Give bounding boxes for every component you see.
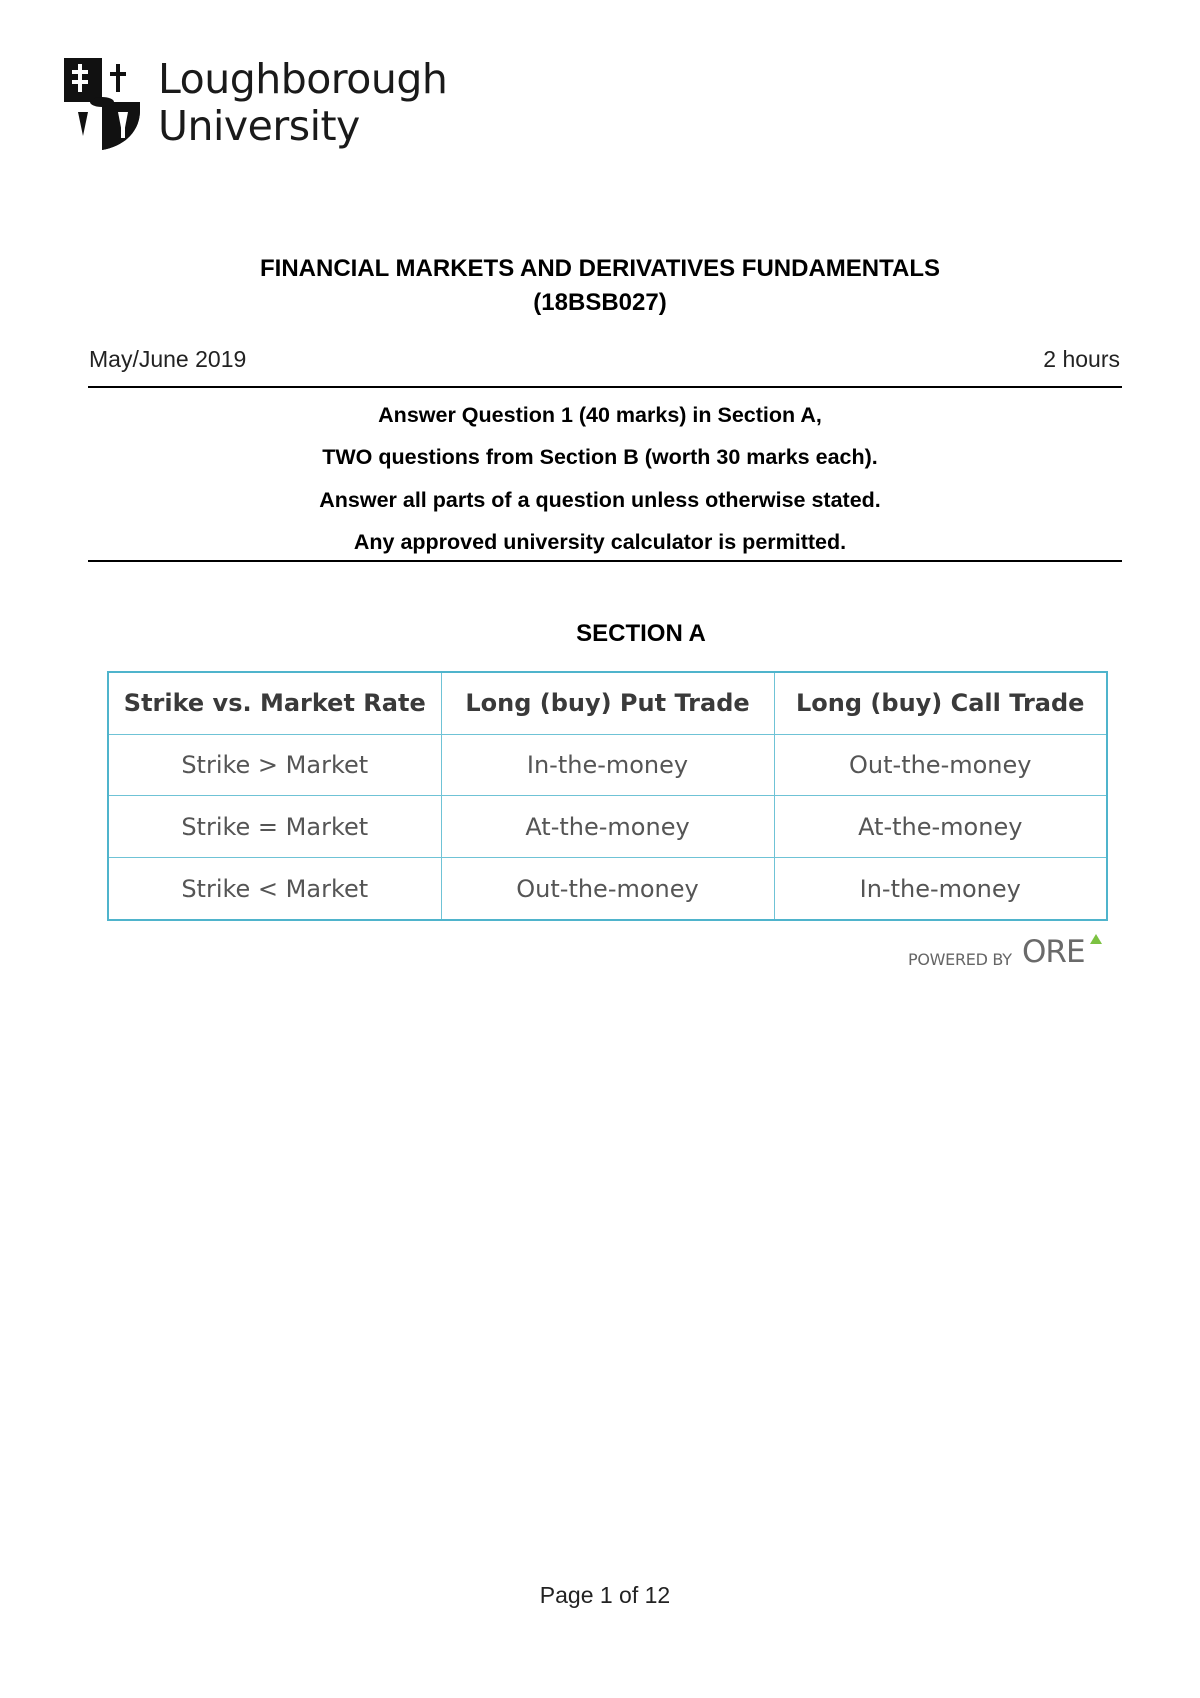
table-cell: In-the-money [441, 734, 774, 796]
ore-watermark [908, 934, 1108, 974]
table-row [108, 734, 1107, 796]
university-name [158, 56, 447, 150]
powered-by-label: POWERED BY [908, 950, 1012, 969]
top-rule [88, 386, 1122, 388]
instruction-line: Any approved university calculator is permitted. [353, 530, 847, 554]
table-row [108, 858, 1107, 920]
section-title: SECTION A [576, 620, 706, 647]
instruction-line: TWO questions from Section B (worth 30 marks each). [322, 445, 878, 469]
exam-duration: 2 hours [1043, 346, 1120, 372]
table-cell: Strike < Market [108, 858, 441, 920]
crest-icon [62, 56, 142, 152]
table-cell: Strike = Market [108, 796, 441, 858]
exam-date: May/June 2019 [89, 346, 247, 372]
exam-title: FINANCIAL MARKETS AND DERIVATIVES FUNDAMENTALS [260, 255, 940, 282]
instruction-line: Answer Question 1 (40 marks) in Section A, [378, 403, 822, 427]
table-cell: Out-the-money [441, 858, 774, 920]
table-cell: Out-the-money [774, 734, 1107, 796]
table-header-row [108, 672, 1107, 734]
logo-line-2: University [158, 102, 360, 150]
table-row [108, 796, 1107, 858]
moneyness-table [107, 671, 1108, 921]
page-number: Page 1 of 12 [539, 1582, 671, 1608]
logo-line-1: Loughborough [158, 55, 448, 103]
triangle-icon [1090, 934, 1102, 944]
column-header: Long (buy) Call Trade [774, 672, 1107, 734]
university-logo [62, 56, 462, 156]
instruction-line: Answer all parts of a question unless otherwise stated. [319, 488, 881, 512]
column-header: Long (buy) Put Trade [441, 672, 774, 734]
bottom-rule [88, 560, 1122, 562]
table-cell: At-the-money [441, 796, 774, 858]
module-code: (18BSB027) [533, 289, 667, 316]
column-header: Strike vs. Market Rate [108, 672, 441, 734]
ore-brand: ORE [1022, 934, 1085, 970]
table-cell: At-the-money [774, 796, 1107, 858]
table-cell: In-the-money [774, 858, 1107, 920]
table-cell: Strike > Market [108, 734, 441, 796]
